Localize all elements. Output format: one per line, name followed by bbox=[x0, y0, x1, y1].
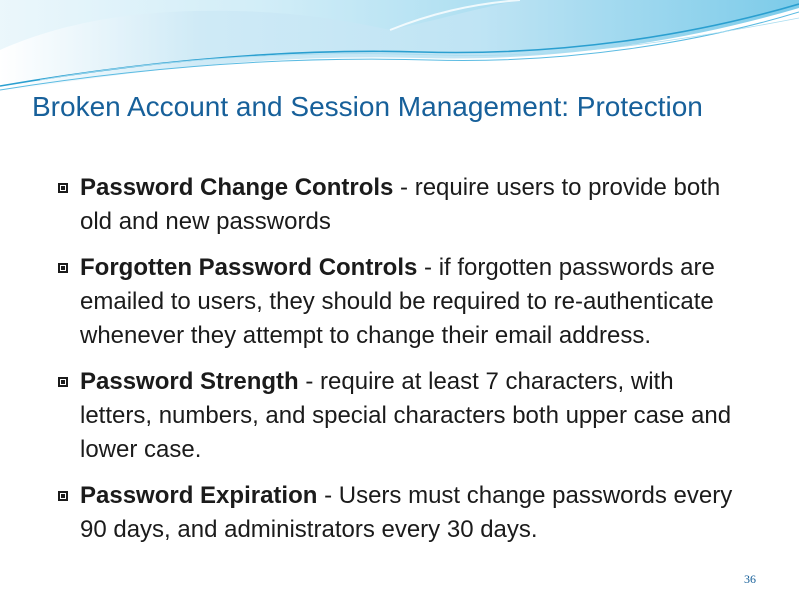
bullet-text: - if forgotten passwords are emailed to users, they should be required to re-authenticate whenever they attempt to change their email address. bbox=[80, 254, 715, 349]
bullet-term: Password Expiration bbox=[80, 482, 318, 509]
bullet-password-change bbox=[56, 171, 746, 239]
slide-number: 36 bbox=[744, 572, 756, 586]
square-bullet-icon bbox=[58, 263, 68, 273]
square-bullet-icon bbox=[58, 183, 68, 193]
bullet-term: Password Change Controls bbox=[80, 174, 394, 201]
bullet-term: Forgotten Password Controls bbox=[80, 254, 418, 281]
bullet-term: Password Strength bbox=[80, 368, 299, 395]
bullet-forgotten-password bbox=[56, 251, 746, 353]
bullet-text: - require at least 7 characters, with letters, numbers, and special characters both upper case and lower case. bbox=[80, 368, 732, 463]
bullet-password-expiration bbox=[56, 479, 746, 547]
slide-title: Broken Account and Session Management: Protection bbox=[32, 91, 703, 122]
square-bullet-icon bbox=[58, 491, 68, 501]
bullet-password-strength bbox=[56, 365, 746, 467]
bullet-list bbox=[56, 171, 746, 559]
square-bullet-icon bbox=[58, 377, 68, 387]
bullet-text: - Users must change passwords every 90 days, and administrators every 30 days. bbox=[80, 482, 733, 543]
bullet-text: - require users to provide both old and new passwords bbox=[80, 174, 721, 235]
header-wave-decoration bbox=[0, 0, 799, 95]
